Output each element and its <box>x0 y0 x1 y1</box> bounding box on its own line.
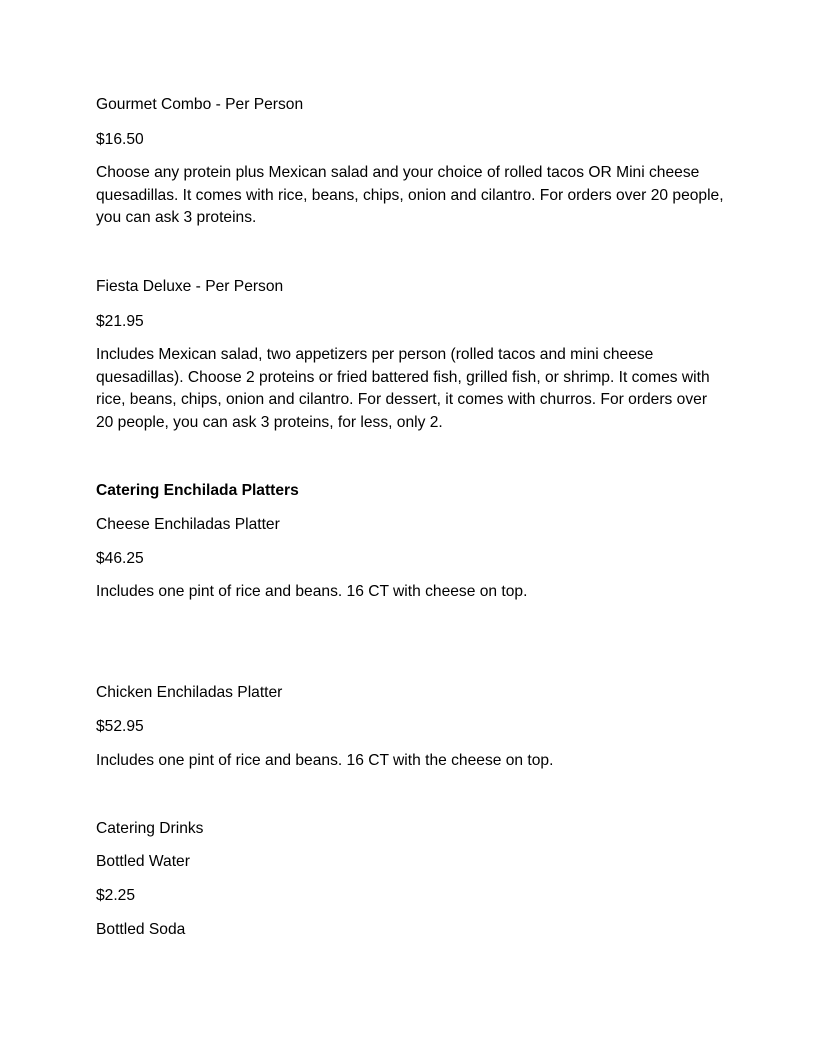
chicken-enchiladas-title: Chicken Enchiladas Platter <box>96 684 283 701</box>
fiesta-deluxe-title: Fiesta Deluxe - Per Person <box>96 278 284 295</box>
cheese-enchiladas-title: Cheese Enchiladas Platter <box>96 516 280 533</box>
catering-drinks-heading: Catering Drinks <box>96 820 204 837</box>
chicken-enchiladas-price: $52.95 <box>96 718 144 735</box>
chicken-enchiladas-description: Includes one pint of rice and beans. 16 CT with the cheese on top. <box>96 752 554 769</box>
cheese-enchiladas-price: $46.25 <box>96 550 144 567</box>
bottled-water-price: $2.25 <box>96 887 136 904</box>
enchilada-platters-heading: Catering Enchilada Platters <box>96 482 299 499</box>
gourmet-combo-price: $16.50 <box>96 131 144 148</box>
gourmet-combo-description: Choose any protein plus Mexican salad and your choice of rolled tacos OR Mini cheese quesadillas. It comes with rice, beans, chips, onion and cilantro. For orders over 20 people, you can ask 3 proteins. <box>96 164 724 227</box>
fiesta-deluxe-price: $21.95 <box>96 313 144 330</box>
cheese-enchiladas-description: Includes one pint of rice and beans. 16 CT with cheese on top. <box>96 583 528 600</box>
fiesta-deluxe-description: Includes Mexican salad, two appetizers per person (rolled tacos and mini cheese quesadillas). Choose 2 proteins or fried battered fish, grilled fish, or shrimp. It comes with rice, beans, chips, onion and cilantro. For dessert, it comes with churros. For orders over 20 people, you can ask 3 proteins, for less, only 2. <box>96 346 710 431</box>
bottled-soda-title: Bottled Soda <box>96 921 186 938</box>
bottled-water-title: Bottled Water <box>96 853 190 870</box>
gourmet-combo-title: Gourmet Combo - Per Person <box>96 96 304 113</box>
